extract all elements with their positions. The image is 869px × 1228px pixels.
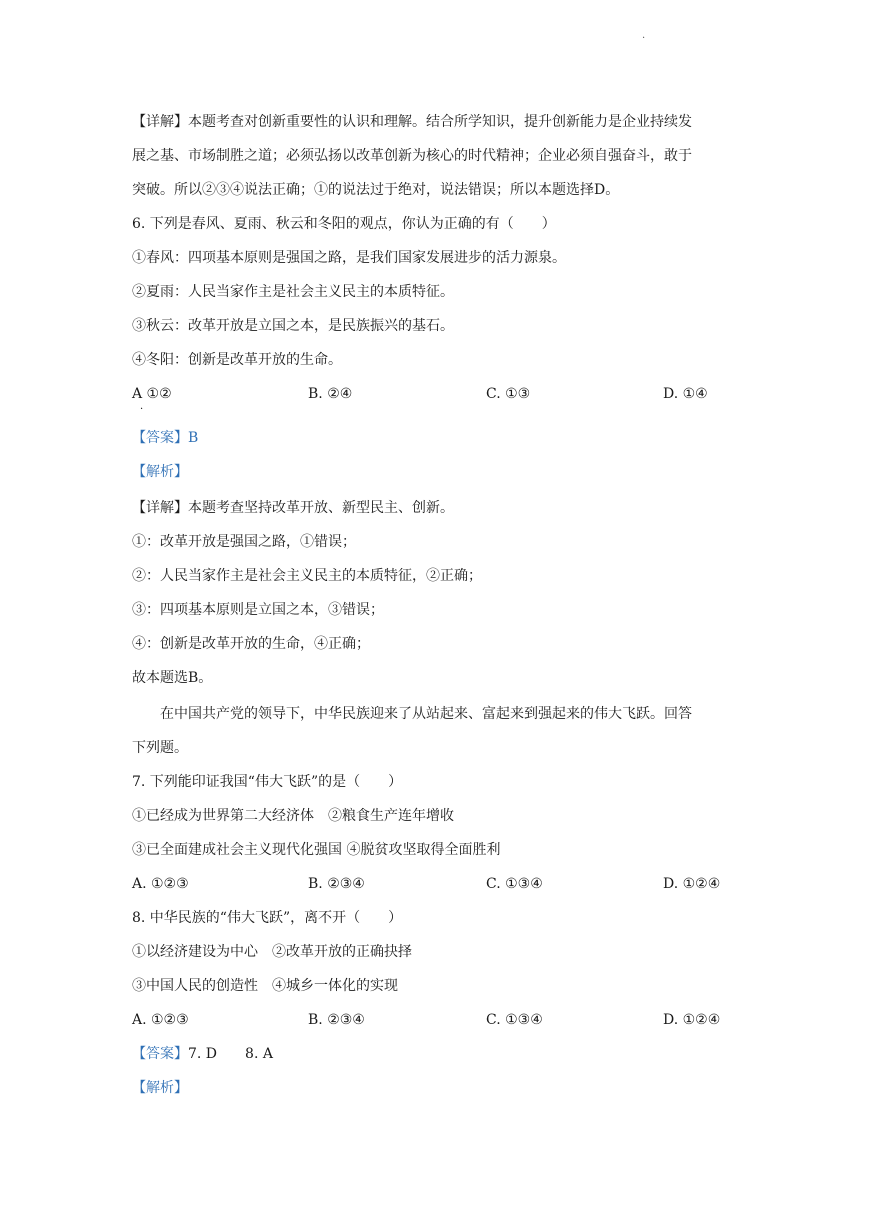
question-7: 7. 下列能印证我国“伟大飞跃”的是（ ）: [132, 774, 403, 790]
detail-text-line: 展之基、市场制胜之道；必须弘扬以改革创新为核心的时代精神；企业必须自强奋斗，敢于: [132, 148, 692, 164]
q6-statement: ①春风：四项基本原则是强国之路，是我们国家发展进步的活力源泉。: [132, 250, 566, 266]
q6-statement: ③秋云：改革开放是立国之本，是民族振兴的基石。: [132, 318, 454, 334]
detail-line: 【详解】本题考查坚持改革开放、新型民主、创新。: [132, 500, 454, 516]
answer-label: [132, 428, 198, 448]
analysis-label: 【解析】: [132, 464, 188, 480]
detail-line: ③：四项基本原则是立国之本，③错误；: [132, 602, 384, 618]
q8-statement: ①以经济建设为中心 ②改革开放的正确抉择: [132, 944, 412, 960]
q6-statement: ②夏雨：人民当家作主是社会主义民主的本质特征。: [132, 284, 454, 300]
q8-option-b: B. ②③④: [308, 1012, 365, 1028]
q8-option-a: A. ①②③: [132, 1012, 189, 1028]
q8-option-d: D. ①②④: [663, 1012, 721, 1028]
answer-label: 【答案】: [132, 1046, 188, 1062]
q7-option-d: D. ①②④: [663, 876, 721, 892]
q6-option-c: C. ①③: [486, 386, 531, 402]
detail-text-line: 【详解】本题考查对创新重要性的认识和理解。结合所学知识，提升创新能力是企业持续发: [132, 114, 692, 130]
q7-option-a: A. ①②③: [132, 876, 189, 892]
detail-line: ①：改革开放是强国之路，①错误；: [132, 534, 356, 550]
q8-statement: ③中国人民的创造性 ④城乡一体化的实现: [132, 978, 398, 994]
option-dot: ·: [140, 404, 144, 415]
answer-text: 7. D 8. A: [188, 1046, 273, 1062]
question-8: 8. 中华民族的“伟大飞跃”，离不开（ ）: [132, 910, 403, 926]
analysis-label: 【解析】: [132, 1080, 188, 1096]
q7-option-b: B. ②③④: [308, 876, 365, 892]
q6-option-d: D. ①④: [663, 386, 708, 402]
question-6: 6. 下列是春风、夏雨、秋云和冬阳的观点，你认为正确的有（ ）: [132, 216, 556, 232]
q8-option-c: C. ①③④: [486, 1012, 543, 1028]
header-dot: .: [642, 30, 646, 41]
q7-statement: ③已全面建成社会主义现代化强国 ④脱贫攻坚取得全面胜利: [132, 842, 501, 858]
q6-statement: ④冬阳：创新是改革开放的生命。: [132, 352, 342, 368]
answer-row: [132, 1044, 273, 1064]
q6-option-a: A ①②: [132, 386, 172, 402]
answer-text: 【答案】B: [132, 430, 199, 446]
q7-statement: ①已经成为世界第二大经济体 ②粮食生产连年增收: [132, 808, 454, 824]
detail-line: ④：创新是改革开放的生命，④正确；: [132, 636, 370, 652]
q7-option-c: C. ①③④: [486, 876, 543, 892]
detail-line: ②：人民当家作主是社会主义民主的本质特征，②正确；: [132, 568, 482, 584]
material-intro: 在中国共产党的领导下，中华民族迎来了从站起来、富起来到强起来的伟大飞跃。回答: [160, 706, 692, 722]
detail-text-line: 突破。所以②③④说法正确；①的说法过于绝对，说法错误；所以本题选择D。: [132, 182, 620, 198]
detail-line: 故本题选B。: [132, 670, 213, 686]
material-intro-cont: 下列题。: [132, 740, 188, 756]
q6-option-b: B. ②④: [308, 386, 353, 402]
